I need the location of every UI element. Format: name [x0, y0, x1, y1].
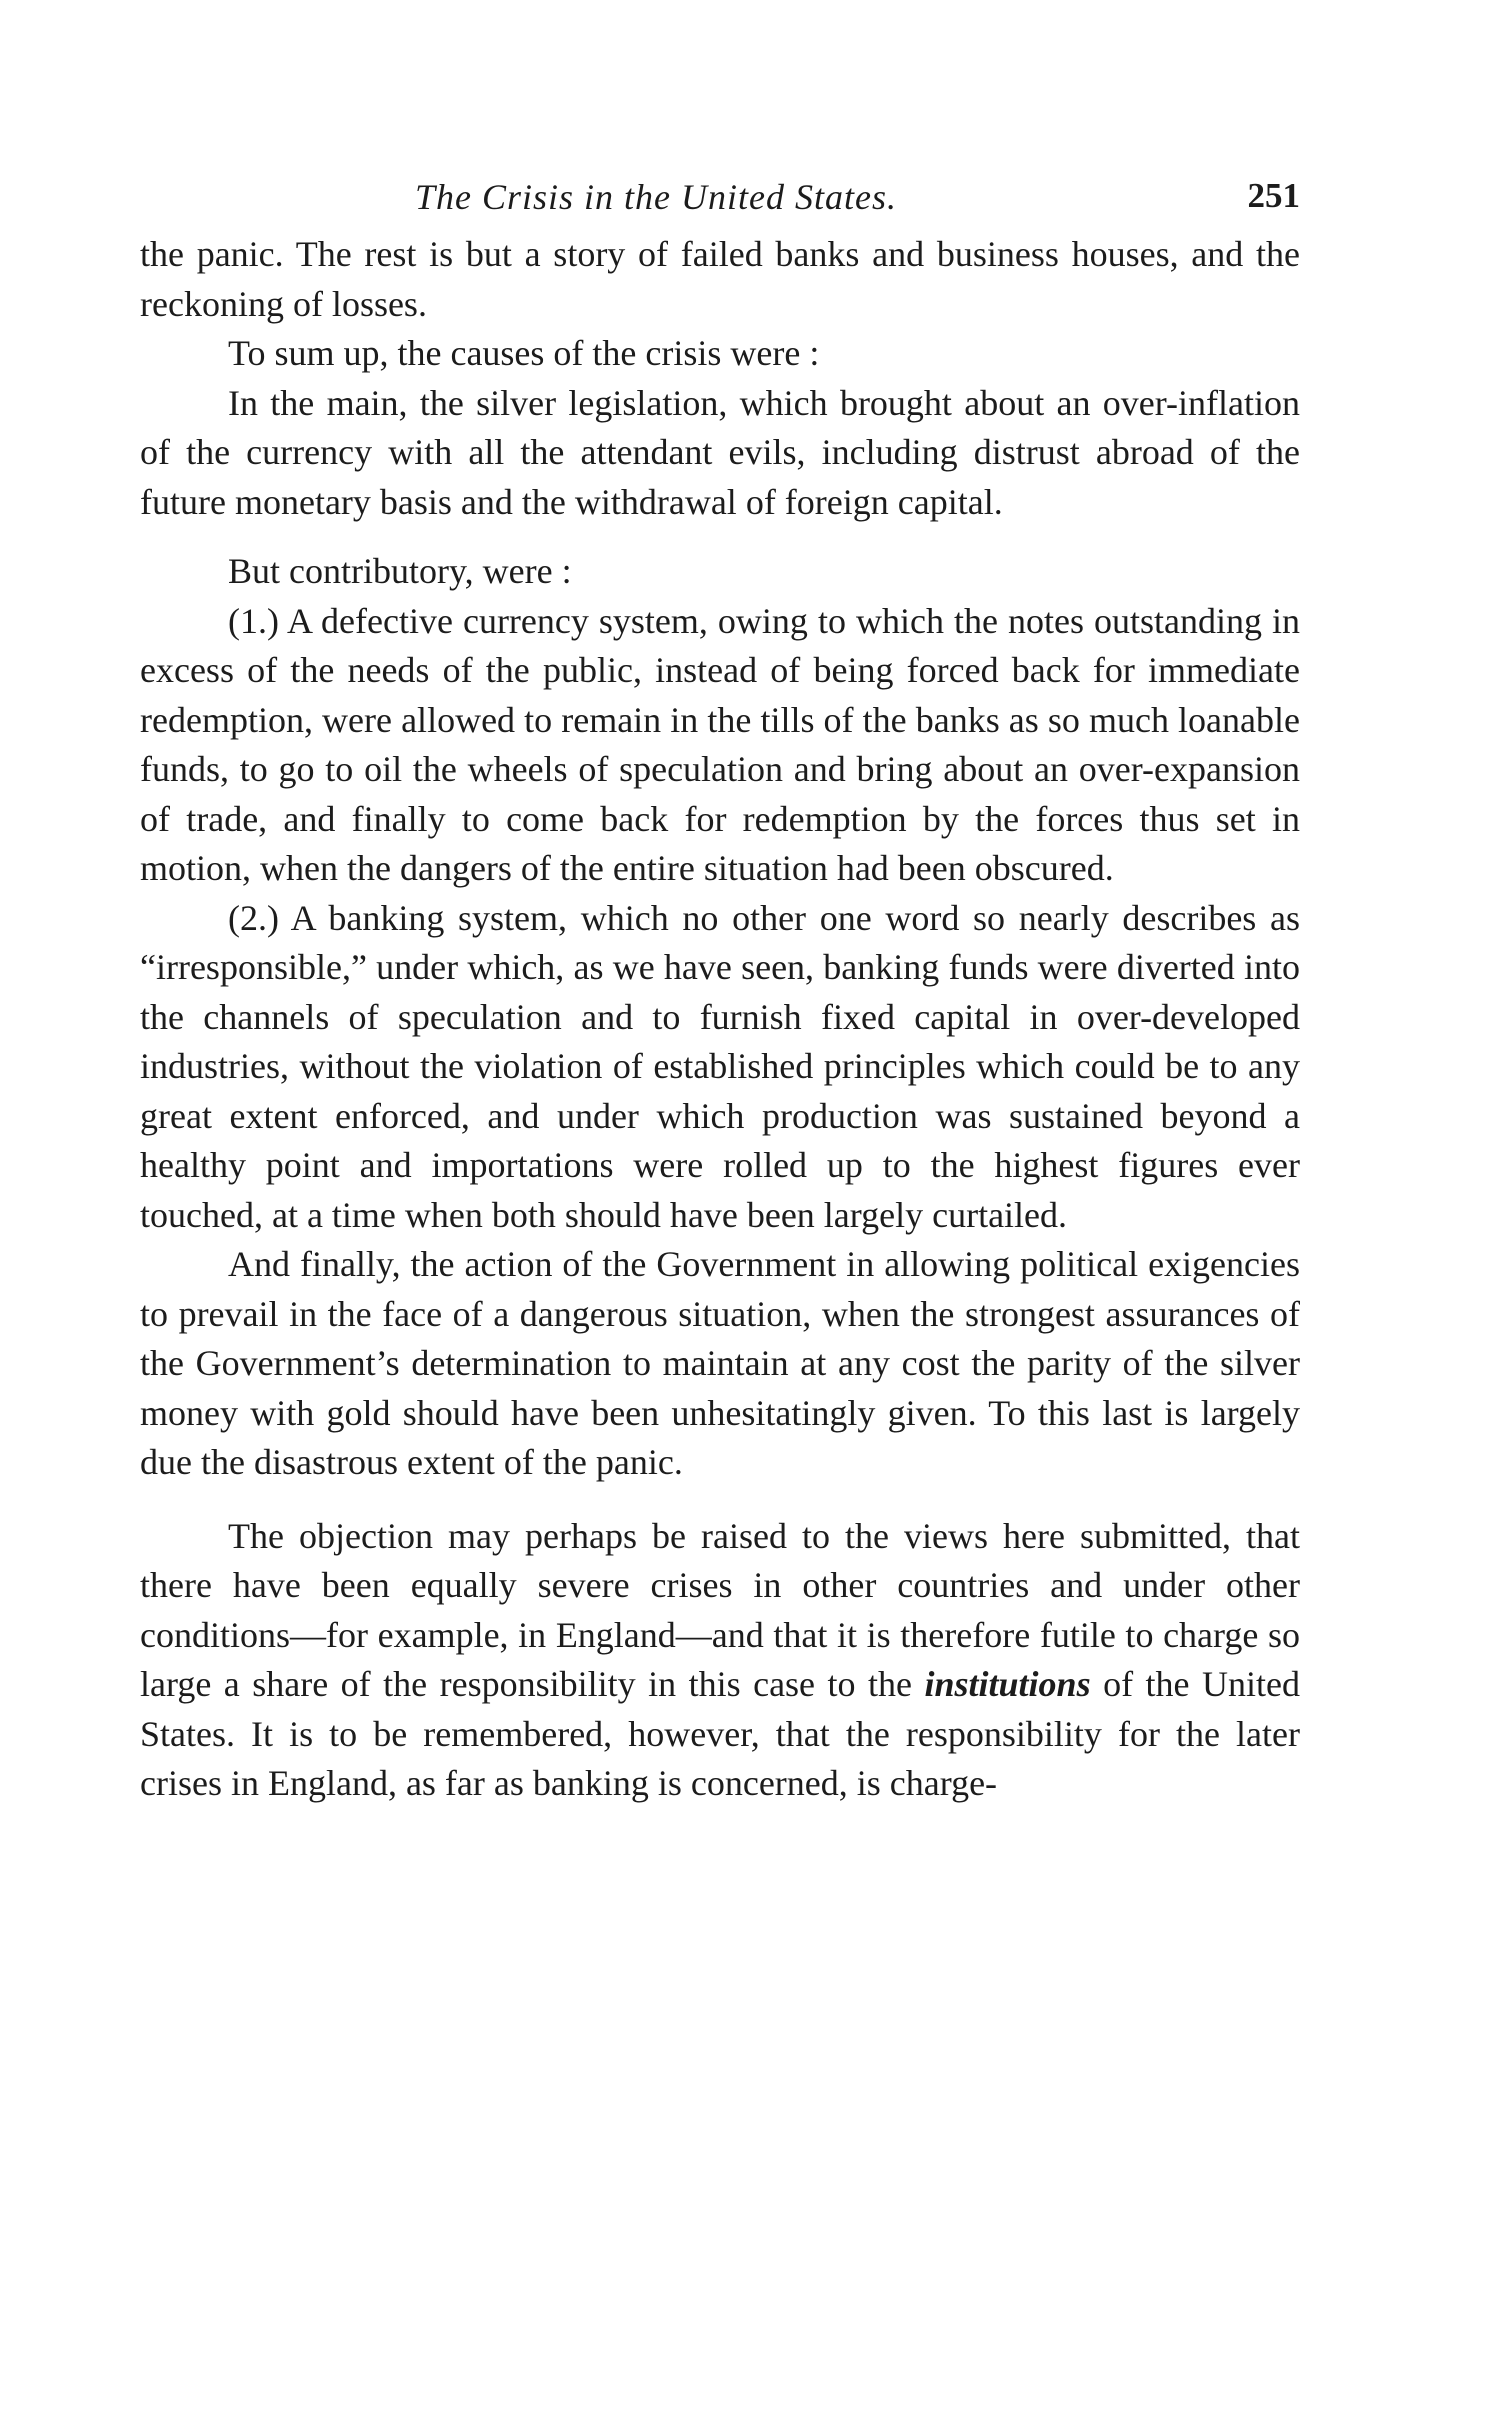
paragraph-continuation: the panic. The rest is but a story of failed banks and business houses, and the reckoning of losses. — [140, 234, 1300, 324]
body-text — [140, 230, 1300, 1809]
paragraph-government-action: And finally, the action of the Government in allowing political exigencies to prevail in the face of a dangerous situation, when the strongest assurances of the Government’s determination to maintain at any cost the parity of the silver money with gold should have been unhesitatingly given. To this last is largely due the disastrous extent of the panic. — [140, 1244, 1300, 1482]
emphasis-institutions: institutions — [924, 1664, 1091, 1704]
paragraph-summary-intro: To sum up, the causes of the crisis were : — [228, 333, 820, 373]
page-number: 251 — [1247, 176, 1300, 215]
book-page — [140, 170, 1300, 1809]
objection-text-start: The objection may perhaps be raised to the views here submitted, that there have been equally severe crises in other countries and under other conditions—for example, in England—and that it is therefore futile to charge so large a share of the responsibility in this case to the — [140, 1515, 1300, 1704]
paragraph-currency-system: (1.) A defective currency system, owing to which the notes outstanding in excess of the needs of the public, instead of being forced back for immediate redemption, were allowed to remain in the tills of the banks as so much loanable funds, to go to oil the wheels of speculation and bring about an over-expansion of trade, and finally to come back for redemption by the forces thus set in motion, when the dangers of the entire situation had been obscured. — [140, 600, 1300, 888]
objection-text-end: of the United States. It is to be remembered, however, that the responsibility for the later crises in England, as far as banking is concerned, is charge- — [140, 1664, 1300, 1803]
paragraph-contributory-intro: But contributory, were : — [228, 551, 572, 591]
paragraph-banking-system: (2.) A banking system, which no other one word so nearly describes as “irresponsible,” under which, as we have seen, banking funds were diverted into the channels of speculation and to furnish fixed capital in over-developed industries, without the violation of established principles which could be to any great extent enforced, and under which production was sustained beyond a healthy point and importations were rolled up to the highest figures ever touched, at a time when both should have been largely curtailed. — [140, 897, 1300, 1235]
paragraph-main-cause: In the main, the silver legislation, which brought about an over-inflation of the currency with all the attendant evils, including distrust abroad of the future monetary basis and the withdrawal of foreign capital. — [140, 382, 1300, 522]
page-header — [140, 170, 1300, 230]
running-title: The Crisis in the United States. — [415, 177, 897, 217]
paragraph-objection — [140, 1512, 1300, 1809]
